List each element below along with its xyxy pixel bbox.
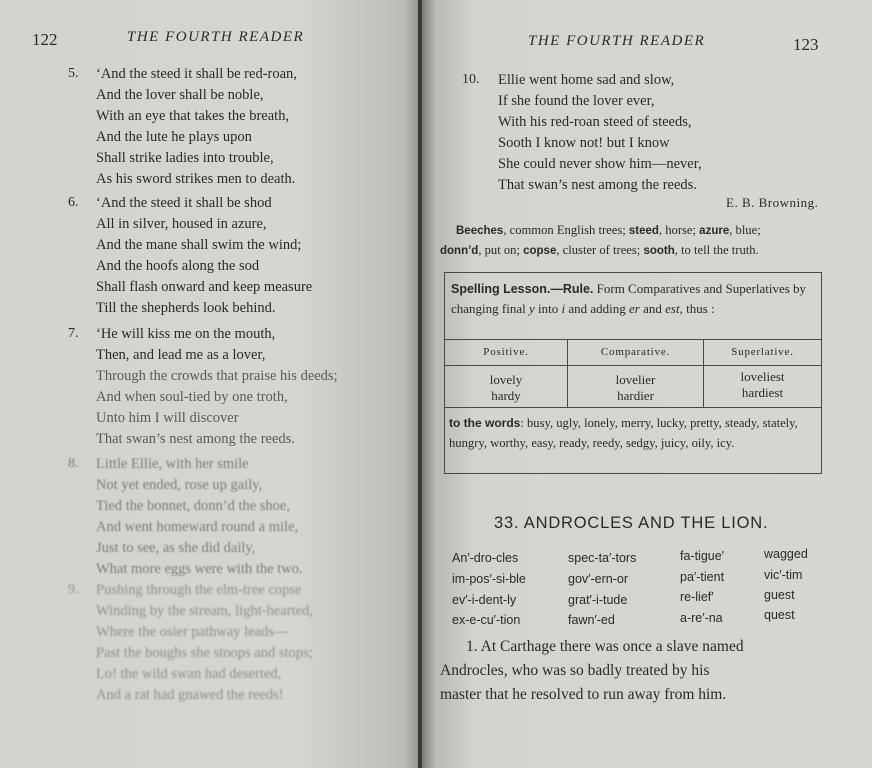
running-head: THE FOURTH READER <box>127 29 305 45</box>
verse-line: And the mane shall swim the wind; <box>96 237 302 253</box>
rule-letter: i <box>561 301 566 316</box>
vocab-word: grat′-i-tude <box>568 593 628 607</box>
gloss-term: sooth <box>643 245 675 257</box>
vocab-word: pa′-tient <box>680 570 725 584</box>
spelling-lesson-box <box>444 272 822 474</box>
glossary-line-1 <box>456 220 761 241</box>
rule-text: and <box>639 301 666 316</box>
paragraph-line: master that he resolved to run away from him. <box>440 686 727 703</box>
stanza-number: 6. <box>68 195 79 210</box>
gloss-term: steed <box>628 225 659 237</box>
table-cell: lovely <box>489 372 523 387</box>
vocab-word: wagged <box>764 547 808 561</box>
glossary-line-2 <box>440 240 759 261</box>
attribution: E. B. Browning. <box>726 195 819 210</box>
left-page <box>0 0 421 768</box>
rule-text: , thus : <box>679 301 715 316</box>
verse-line: All in silver, housed in azure, <box>96 216 267 232</box>
vocab-word: spec-ta′-tors <box>568 551 637 565</box>
vocab-word: fawn′-ed <box>568 613 615 627</box>
vocab-word: gov′-ern-or <box>568 572 629 586</box>
verse-line: And when soul-tied by one troth, <box>96 389 288 405</box>
paragraph-line: 1. At Carthage there was once a slave named <box>466 638 744 655</box>
table-rule <box>445 407 821 408</box>
verse-line: Sooth I know not! but I know <box>498 135 670 151</box>
spelling-words <box>449 413 817 453</box>
rule-text: and adding <box>565 301 630 316</box>
stanza-number: 10. <box>462 72 480 87</box>
verse-line: Shall strike ladies into trouble, <box>96 150 274 166</box>
table-cell: hardiest <box>741 385 784 400</box>
rule-letter: y <box>528 301 535 316</box>
vocab-word: An′-dro-cles <box>452 551 519 565</box>
verse-line: And a rat had gnawed the reeds! <box>96 687 284 703</box>
gloss-def: , horse; <box>658 223 700 237</box>
words-label: to the words <box>449 416 521 430</box>
rule-suffix: er <box>629 301 640 316</box>
gloss-term: Beeches <box>456 225 504 237</box>
verse-line: And went homeward round a mile, <box>96 519 299 535</box>
stanza-number: 9. <box>68 582 79 597</box>
verse-line: ‘He will kiss me on the mouth, <box>96 326 276 342</box>
gloss-def: , cluster of trees; <box>556 243 644 257</box>
verse-line: And the lute he plays upon <box>96 129 252 145</box>
table-rule <box>445 365 821 366</box>
verse-line: Where the osier pathway leads— <box>96 624 289 640</box>
rule-text: into <box>534 301 562 316</box>
verse-line: ‘And the steed it shall be red-roan, <box>96 66 297 82</box>
verse-line: Then, and lead me as a lover, <box>96 347 266 363</box>
gloss-def: , common English trees; <box>503 223 629 237</box>
verse-line: Little Ellie, with her smile <box>96 456 249 472</box>
verse-line: She could never show him—never, <box>498 156 702 172</box>
stanza-number: 7. <box>68 326 79 341</box>
chapter-title: 33. ANDROCLES AND THE LION. <box>494 514 769 532</box>
verse-line: That swan’s nest among the reeds. <box>96 431 295 447</box>
verse-line: Shall flash onward and keep measure <box>96 279 313 295</box>
verse-line: Pushing through the elm-tree copse <box>96 582 302 598</box>
right-page <box>422 0 872 768</box>
verse-line: With an eye that takes the breath, <box>96 108 290 124</box>
spelling-label: Spelling Lesson.—Rule. <box>451 282 594 296</box>
vocab-word: guest <box>764 588 795 602</box>
vocab-word: ex-e-cu′-tion <box>452 613 521 627</box>
verse-line: That swan’s nest among the reeds. <box>498 177 697 193</box>
verse-line: ‘And the steed it shall be shod <box>96 195 272 211</box>
page-number: 123 <box>793 35 819 54</box>
verse-line: And the hoofs along the sod <box>96 258 260 274</box>
verse-line: Just to see, as she did daily, <box>96 540 256 556</box>
gloss-def: , blue; <box>729 223 761 237</box>
table-cell: lovelier <box>615 372 656 387</box>
vocab-word: vic′-tim <box>764 568 803 582</box>
verse-line: Through the crowds that praise his deeds; <box>96 368 338 384</box>
gloss-term: azure <box>699 225 730 237</box>
col-header-positive: Positive. <box>483 346 529 358</box>
table-rule <box>445 339 821 340</box>
page-number: 122 <box>32 30 58 49</box>
col-header-superlative: Superlative. <box>731 346 794 358</box>
verse-line: Past the boughs she stoops and stops; <box>96 645 313 661</box>
words-list: : busy, ugly, lonely, merry, lucky, pretty, steady, stately, hungry, worthy, easy, ready, reedy, sedgy, juicy, oily, icy. <box>449 416 798 450</box>
verse-line: Ellie went home sad and slow, <box>498 72 675 88</box>
stanza-number: 5. <box>68 66 79 81</box>
vocab-word: fa-tigue′ <box>680 549 725 563</box>
verse-line: Not yet ended, rose up gaily, <box>96 477 263 493</box>
verse-line: With his red-roan steed of steeds, <box>498 114 692 130</box>
vocab-word: re-lief′ <box>680 590 714 604</box>
table-cell: hardier <box>617 388 654 403</box>
verse-line: As his sword strikes men to death. <box>96 171 296 187</box>
paragraph-line: Androcles, who was so badly treated by his <box>440 662 710 679</box>
verse-line: If she found the lover ever, <box>498 93 655 109</box>
stanza-number: 8. <box>68 456 79 471</box>
col-header-comparative: Comparative. <box>600 346 671 358</box>
verse-line: Lo! the wild swan had deserted, <box>96 666 282 682</box>
verse-line: And the lover shall be noble, <box>96 87 264 103</box>
verse-line: Winding by the stream, light-hearted, <box>96 603 313 619</box>
running-head: THE FOURTH READER <box>528 33 706 49</box>
rule-suffix: est <box>665 301 680 316</box>
verse-line: Tied the bonnet, donn’d the shoe, <box>96 498 290 514</box>
vocab-word: quest <box>764 608 795 622</box>
vocab-word: im-pos′-si-ble <box>452 572 526 586</box>
gloss-term: copse <box>523 245 557 257</box>
gloss-def: , to tell the truth. <box>674 243 759 257</box>
gloss-def: , put on; <box>478 243 524 257</box>
spelling-rule <box>451 279 817 319</box>
gloss-term: donn’d <box>440 245 479 257</box>
vocab-word: a-re′-na <box>680 611 723 625</box>
verse-line: What more eggs were with the two. <box>96 561 303 577</box>
rule-text: Form Comparatives and Superlatives by changing final <box>451 281 807 316</box>
verse-line: Till the shepherds look behind. <box>96 300 276 316</box>
table-cell: hardy <box>491 388 521 403</box>
table-cell: loveliest <box>740 369 785 384</box>
vocab-word: ev′-i-dent-ly <box>452 593 517 607</box>
verse-line: Unto him I will discover <box>96 410 239 426</box>
